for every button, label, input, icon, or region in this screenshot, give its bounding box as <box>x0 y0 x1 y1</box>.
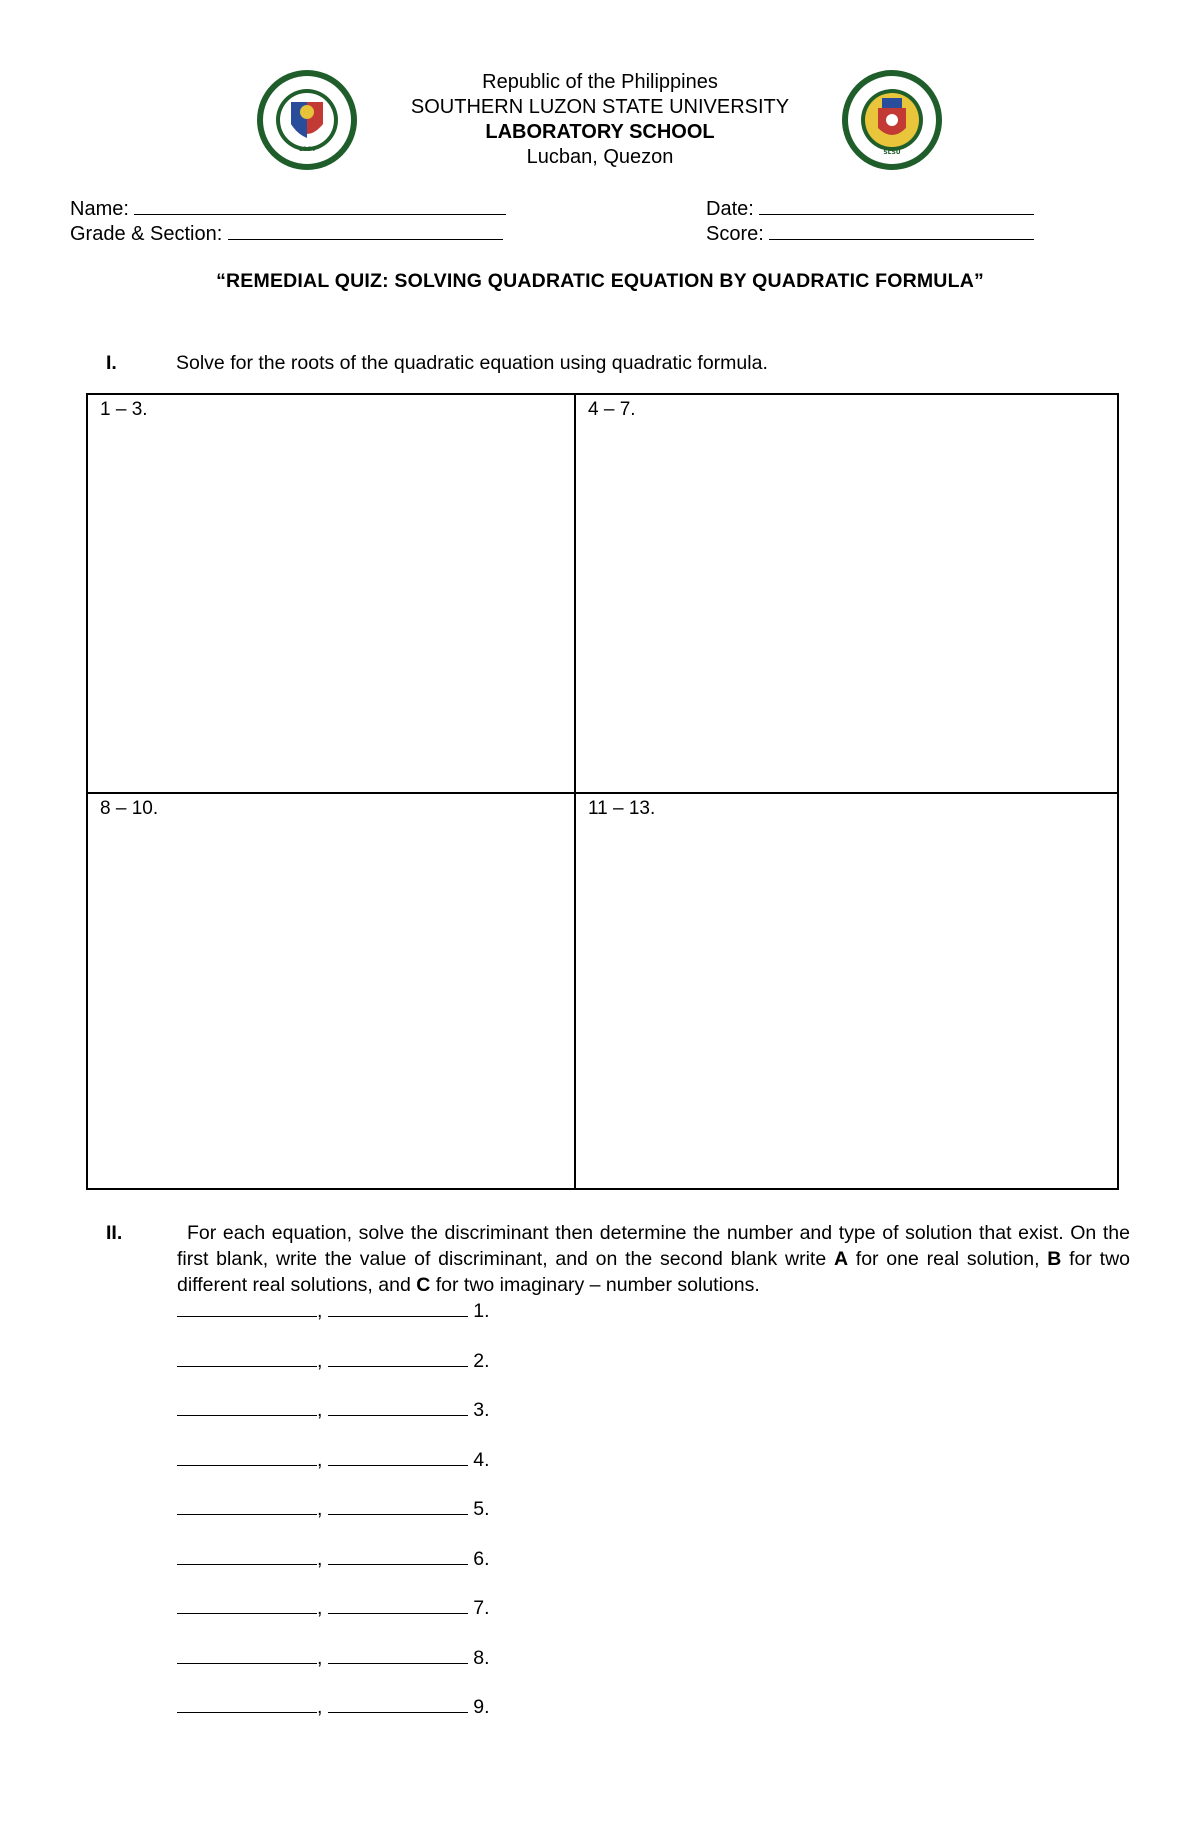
svg-text:SLSU: SLSU <box>883 149 901 156</box>
item-number: 9. <box>467 1696 490 1718</box>
item-number: 2. <box>467 1349 490 1372</box>
answer-line[interactable] <box>177 1397 490 1422</box>
solution-type-blank[interactable] <box>328 1298 468 1317</box>
answer-line[interactable] <box>177 1447 490 1472</box>
university-name: SOUTHERN LUZON STATE UNIVERSITY <box>410 96 790 118</box>
item-number: 4. <box>467 1448 490 1471</box>
option-b: B <box>1047 1248 1062 1270</box>
discriminant-blank[interactable] <box>177 1447 317 1466</box>
grade-section-field[interactable] <box>70 221 503 247</box>
blank-separator: , <box>317 1597 328 1619</box>
answer-box-8-10[interactable] <box>88 794 574 1188</box>
section-2-instruction <box>177 1220 1130 1298</box>
school-name: LABORATORY SCHOOL <box>485 121 715 143</box>
svg-text:1964: 1964 <box>298 146 316 153</box>
discriminant-blank[interactable] <box>177 1496 317 1515</box>
section-2-number: II. <box>106 1222 123 1244</box>
answer-box-label: 11 – 13. <box>588 798 656 819</box>
option-a: A <box>833 1248 849 1270</box>
school-location: Lucban, Quezon <box>526 146 674 168</box>
discriminant-blank[interactable] <box>177 1298 317 1317</box>
answer-box-1-3[interactable] <box>88 395 574 792</box>
school-header <box>350 70 850 170</box>
discriminant-blank[interactable] <box>177 1694 317 1713</box>
answer-line[interactable] <box>177 1595 490 1620</box>
solution-type-blank[interactable] <box>328 1546 468 1565</box>
item-number: 1. <box>467 1300 490 1322</box>
date-label: Date: <box>706 198 754 220</box>
solution-type-blank[interactable] <box>328 1447 468 1466</box>
blank-separator: , <box>317 1399 328 1421</box>
instruction-text: for one real solution, <box>848 1248 1048 1270</box>
discriminant-blank[interactable] <box>177 1348 317 1367</box>
republic-line: Republic of the Philippines <box>482 71 718 93</box>
solution-type-blank[interactable] <box>328 1348 468 1367</box>
date-blank[interactable] <box>759 196 1034 215</box>
solution-type-blank[interactable] <box>328 1645 468 1664</box>
item-number: 3. <box>467 1399 490 1421</box>
option-c: C <box>416 1274 431 1296</box>
answer-line[interactable] <box>177 1496 490 1521</box>
blank-separator: , <box>317 1646 328 1669</box>
discriminant-blank[interactable] <box>177 1546 317 1565</box>
instruction-text: For each equation, solve the discriminant then determine the number and type of solution that exist. On the first blank, write the value of discriminant, and on the second blank write <box>177 1222 1130 1270</box>
answer-box-label: 8 – 10. <box>100 798 159 819</box>
discriminant-blank[interactable] <box>177 1397 317 1416</box>
section-1-number: I. <box>106 352 117 374</box>
instruction-text: for two different real solutions, and <box>177 1248 1130 1296</box>
blank-separator: , <box>317 1696 328 1718</box>
answer-line[interactable] <box>177 1348 490 1373</box>
answer-line[interactable] <box>177 1546 490 1571</box>
answer-box-label: 4 – 7. <box>588 399 636 420</box>
item-number: 7. <box>467 1597 490 1619</box>
solution-grid <box>86 393 1119 1190</box>
item-number: 8. <box>467 1646 490 1669</box>
answer-box-label: 1 – 3. <box>100 399 148 420</box>
section-1-instruction: Solve for the roots of the quadratic equation using quadratic formula. <box>176 352 768 374</box>
date-field[interactable] <box>706 196 1034 222</box>
item-number: 5. <box>467 1498 490 1520</box>
answer-box-11-13[interactable] <box>576 794 1117 1188</box>
slsu-seal-logo <box>255 68 359 172</box>
item-number: 6. <box>467 1547 490 1570</box>
laboratory-schools-seal-logo <box>840 68 944 172</box>
solution-type-blank[interactable] <box>328 1496 468 1515</box>
score-blank[interactable] <box>769 221 1034 240</box>
grade-section-label: Grade & Section: <box>70 223 223 245</box>
answer-line[interactable] <box>177 1298 490 1323</box>
solution-type-blank[interactable] <box>328 1397 468 1416</box>
blank-separator: , <box>317 1547 328 1570</box>
blank-separator: , <box>317 1448 328 1471</box>
name-label: Name: <box>70 198 129 220</box>
solution-type-blank[interactable] <box>328 1694 468 1713</box>
quiz-title: “REMEDIAL QUIZ: SOLVING QUADRATIC EQUATION BY QUADRATIC FORMULA” <box>216 270 984 292</box>
discriminant-blank[interactable] <box>177 1595 317 1614</box>
grade-section-blank[interactable] <box>228 221 503 240</box>
name-blank[interactable] <box>134 196 506 215</box>
solution-type-blank[interactable] <box>328 1595 468 1614</box>
score-field[interactable] <box>706 221 1034 247</box>
blank-separator: , <box>317 1300 328 1322</box>
answer-box-4-7[interactable] <box>576 395 1117 792</box>
answer-line[interactable] <box>177 1694 490 1719</box>
answer-line[interactable] <box>177 1645 490 1670</box>
discriminant-blank[interactable] <box>177 1645 317 1664</box>
name-field[interactable] <box>70 196 506 222</box>
instruction-text: for two imaginary – number solutions. <box>430 1274 760 1296</box>
blank-separator: , <box>317 1498 328 1520</box>
score-label: Score: <box>706 223 764 245</box>
blank-separator: , <box>317 1349 328 1372</box>
